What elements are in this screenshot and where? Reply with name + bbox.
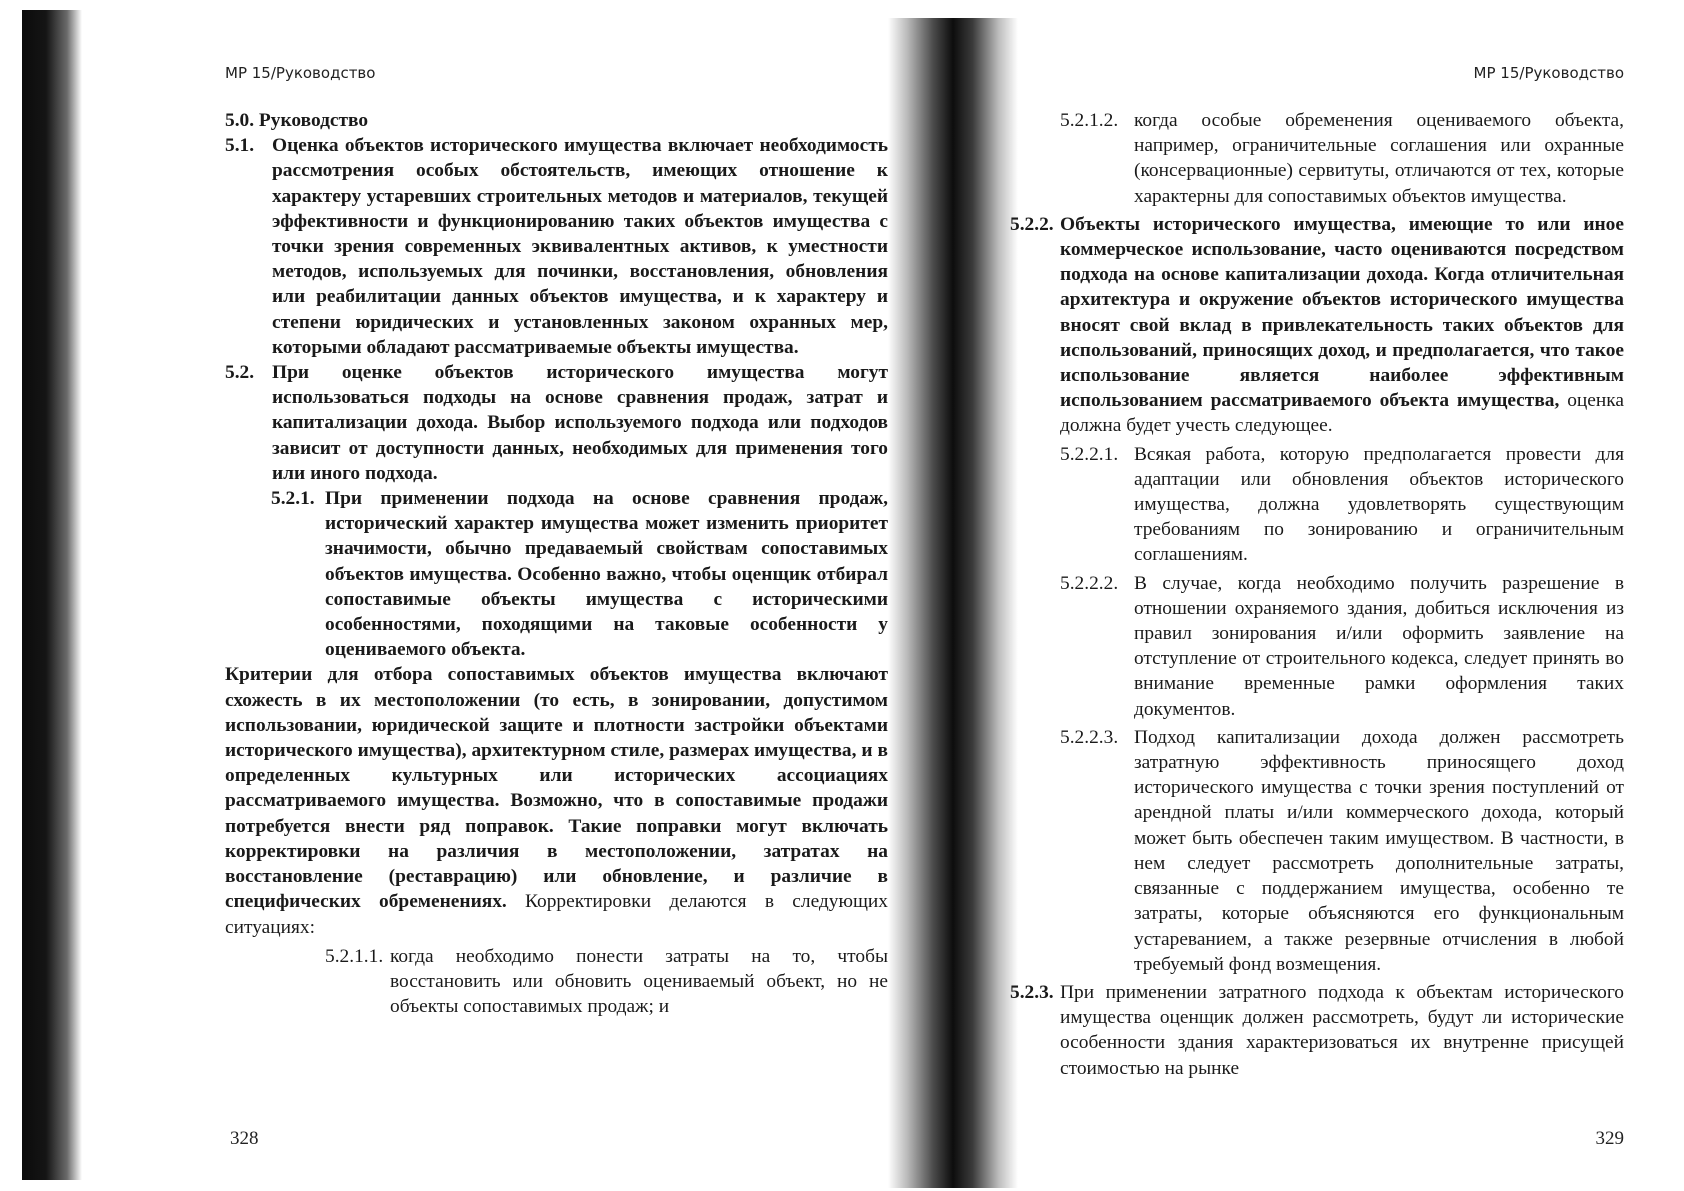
clause-5-2-3 (1010, 980, 1624, 1081)
page-number: 329 (1595, 1128, 1624, 1149)
left-page (225, 0, 888, 1191)
clause-5-2 (225, 360, 888, 486)
clause-text: когда необходимо понести затраты на то, чтобы восстановить или обновить оцениваемый объект, но не объекты сопоставимых продаж; и (390, 945, 888, 1018)
continuation-bold-text: Критерии для отбора сопоставимых объектов имущества включают схожесть в их местоположении (то есть, в зонировании, допустимом использовании, юридической защите и плотности застройки объектами исторического имущества), архитектурном стиле, размерах имущества, и в определенных культурных или исторических ассоциациях рассматриваемого имущества. Возможно, что в сопоставимые продажи потребуется внести ряд поправок. Такие поправки могут включать корректировки на различия в местоположении, затратах на восстановление (реставрацию) или обновление, и различие в специфических обременениях. (225, 664, 888, 913)
running-header: МР 15/Руководство (225, 64, 376, 82)
clause-number: 5.1. (225, 135, 255, 157)
scan-shadow-left (22, 10, 82, 1180)
clause-text: В случае, когда необходимо получить разрешение в отношении охраняемого здания, добиться исключения из правил зонирования и/или оформить заявление на отступление от строительного кодекса, следует принять во внимание временные рамки оформления таких документов. (1134, 572, 1624, 720)
section-heading: 5.0. Руководство (225, 110, 369, 131)
clause-5-2-2-3 (1060, 725, 1624, 977)
clause-5-2-1-2 (1060, 108, 1624, 209)
clause-normal-text: оценка должна будет учесть следующее. (1060, 390, 1624, 437)
clause-number: 5.2.1. (271, 488, 315, 510)
book-spine-shadow (888, 18, 1018, 1188)
clause-5-2-2 (1010, 212, 1624, 439)
clause-text: Всякая работа, которую предполагается провести для адаптации или обновления объектов исторического имущества, должна удовлетворять существующим требованиям по зонированию и ограничительным соглашениям. (1134, 443, 1624, 566)
clause-text: когда особые обременения оцениваемого объекта, например, ограничительные соглашения или охранные (консервационные) сервитуты, отличаются от тех, которые характерны для сопоставимых объектов имущества. (1134, 110, 1624, 207)
running-header: МР 15/Руководство (1473, 64, 1624, 82)
clause-number: 5.2. (225, 362, 255, 384)
continuation-text: Корректировки делаются в следующих ситуациях: (225, 891, 888, 938)
clause-text: Подход капитализации дохода должен рассмотреть затратную эффективность приносящего доход исторического имущества с точки зрения поступлений от арендной платы и/или коммерческого дохода, который может быть обеспечен таким имуществом. В частности, в нем следует рассмотреть дополнительные затраты, связанные с поддержанием имущества, особенно те затраты, которые объясняются его функциональным устареванием, а также резервные отчисления в любой требуемый фонд возмещения. (1134, 726, 1624, 975)
clause-number: 5.2.2.2. (1060, 572, 1119, 594)
clause-text: Оценка объектов исторического имущества включает необходимость рассмотрения особых обстоятельств, имеющих отношение к характеру устаревших строительных методов и материалов, текущей эффективности и функционированию таких объектов имущества с точки зрения современных эквивалентных активов, к уместности методов, используемых для починки, восстановления, обновления или реабилитации данных объектов имущества, и к характеру и степени юридических и установленных законом охранных мер, которыми обладают рассматриваемые объекты имущества. (272, 135, 888, 358)
clause-text: При применении затратного подхода к объектам исторического имущества оценщик должен рассмотреть, будут ли исторические особенности здания характеризоваться их внутренне присущей стоимостью на рынке (1060, 981, 1624, 1079)
clause-5-2-1 (271, 486, 888, 662)
right-page (1010, 0, 1624, 1191)
right-page-body (1010, 108, 1624, 1081)
clause-5-2-1-1 (325, 944, 888, 1020)
clause-text (1060, 212, 1624, 439)
clause-bold-text: Объекты исторического имущества, имеющие то или иное коммерческое использование, часто оцениваются посредством подхода на основе капитализации дохода. Когда отличительная архитектура и окружение объектов исторического имущества вносят свой вклад в привлекательность таких объектов для использований, приносящих доход, и предполагается, что такое использование является наиболее эффективным использованием рассматриваемого объекта имущества, (1060, 213, 1624, 412)
left-page-body (225, 108, 888, 1019)
page-number: 328 (230, 1128, 259, 1149)
clause-5-2-1-continuation (225, 662, 888, 939)
clause-number: 5.2.1.2. (1060, 110, 1119, 131)
clause-text: При оценке объектов исторического имущества могут использоваться подходы на основе сравнения продаж, затрат и капитализации дохода. Выбор используемого подхода или подходов зависит от доступности данных, необходимых для применения того или иного подхода. (272, 362, 888, 484)
clause-5-1 (225, 133, 888, 360)
clause-5-2-2-2 (1060, 571, 1624, 722)
clause-number: 5.2.3. (1010, 981, 1054, 1003)
clause-5-2-2-1 (1060, 442, 1624, 568)
clause-text: При применении подхода на основе сравнения продаж, исторический характер имущества может изменить приоритет значимости, обычно предаваемый свойствам сопоставимых объектов имущества. Особенно важно, чтобы оценщик отбирал сопоставимые объекты имущества с историческими особенностями, походящими на таковые особенности у оцениваемого объекта. (325, 488, 888, 661)
clause-number: 5.2.2. (1010, 213, 1054, 235)
clause-number: 5.2.2.1. (1060, 443, 1119, 465)
clause-number: 5.2.2.3. (1060, 726, 1119, 748)
clause-number: 5.2.1.1. (325, 945, 384, 967)
